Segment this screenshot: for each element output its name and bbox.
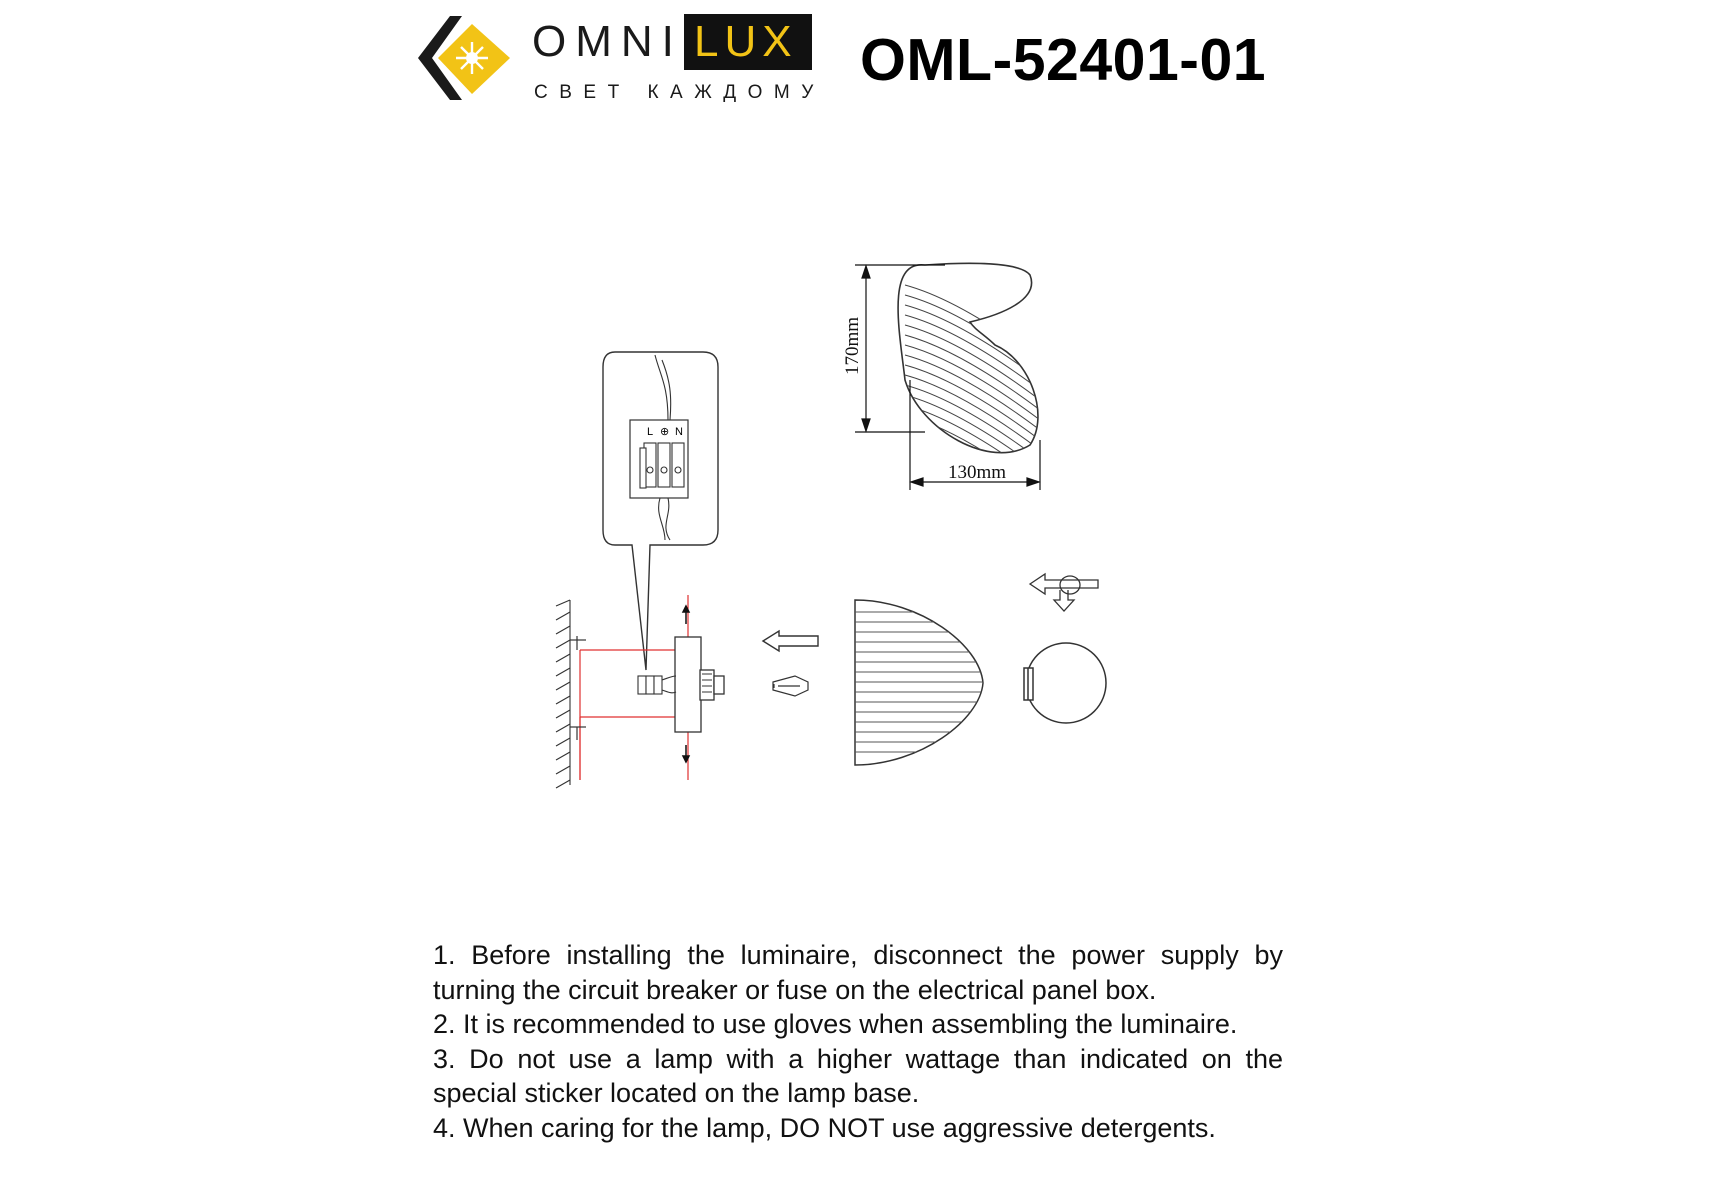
assembly-arrow-icon [763, 631, 818, 651]
retaining-ring-icon [1024, 643, 1106, 723]
width-label: 130mm [948, 462, 1007, 483]
wiring-callout [603, 352, 718, 670]
instruction-item: 4. When caring for the lamp, DO NOT use aggressive detergents. [433, 1112, 1216, 1143]
terminal-block-icon [640, 443, 684, 488]
height-label: 170mm [842, 316, 863, 375]
lamp-front-view [898, 263, 1040, 490]
lamp-side-view [855, 600, 990, 765]
bulb-icon [773, 676, 808, 696]
instruction-item: 2. It is recommended to use gloves when assembling the luminaire. [433, 1009, 1238, 1039]
brand-omni-text: OMNI [532, 17, 683, 66]
mounting-plate [675, 637, 724, 732]
instruction-item: 1. Before installing the luminaire, disconnect the power supply by turning the circuit breaker or fuse on the electrical panel box. [433, 940, 1283, 1005]
wire-connector-icon [638, 676, 676, 694]
terminal-label-n: N [675, 426, 683, 438]
rotate-install-icon [1030, 574, 1098, 611]
brand-lux-text: LUX [694, 17, 798, 66]
brand-tagline: СВЕТ КАЖДОМУ [534, 82, 825, 103]
terminal-label-l: L [647, 426, 654, 438]
instruction-item: 3. Do not use a lamp with a higher wattage than indicated on the special sticker located on the lamp base. [433, 1043, 1283, 1108]
terminal-label-ground: ⊕ [660, 426, 670, 438]
model-number: OML-52401-01 [860, 27, 1267, 93]
mounting-guide-lines [580, 595, 690, 780]
safety-instructions [433, 938, 1283, 1145]
wall-hatch [556, 600, 570, 788]
